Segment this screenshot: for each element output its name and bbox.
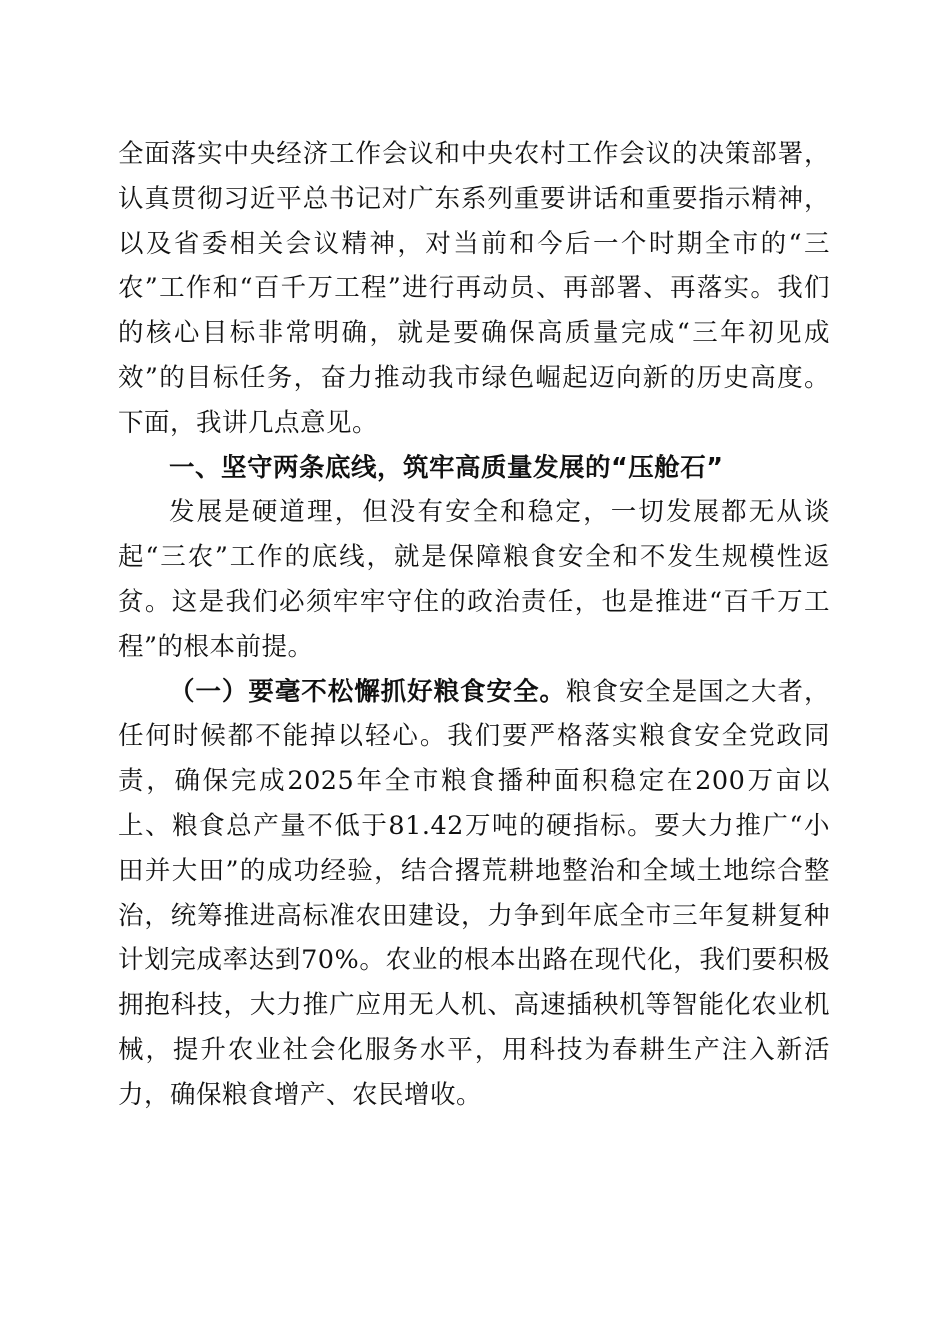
section-heading: 一、坚守两条底线，筑牢高质量发展的“压舱石” — [169, 452, 724, 483]
document-body — [118, 132, 830, 1118]
subsection-body: 粮食安全是国之大者，任何时候都不能掉以轻心。我们要严格落实粮食安全党政同责，确保完成2025年全市粮食播种面积稳定在200万亩以上、粮食总产量不低于81.42万吨的硬指标。要大力推广“小田并大田”的成功经验，结合撂荒耕地整治和全域土地综合整治，统筹推进高标准农田建设，力争到年底全市三年复耕复种计划完成率达到70%。农业的根本出路在现代化，我们要积极拥抱科技，大力推广应用无人机、高速插秧机等智能化农业机械，提升农业社会化服务水平，用科技为春耕生产注入新活力，确保粮食增产、农民增收。 — [118, 676, 830, 1110]
intro-paragraph: 全面落实中央经济工作会议和中央农村工作会议的决策部署，认真贯彻习近平总书记对广东系列重要讲话和重要指示精神，以及省委相关会议精神，对当前和今后一个时期全市的“三农”工作和“百千万工程”进行再动员、再部署、再落实。我们的核心目标非常明确，就是要确保高质量完成“三年初见成效”的目标任务，奋力推动我市绿色崛起迈向新的历史高度。下面，我讲几点意见。 — [118, 139, 830, 438]
subsection-paragraph — [118, 670, 830, 1118]
subsection-heading: （一）要毫不松懈抓好粮食安全。 — [169, 676, 566, 707]
section-paragraph: 发展是硬道理，但没有安全和稳定，一切发展都无从谈起“三农”工作的底线，就是保障粮食安全和不发生规模性返贫。这是我们必须牢牢守住的政治责任，也是推进“百千万工程”的根本前提。 — [118, 497, 830, 662]
